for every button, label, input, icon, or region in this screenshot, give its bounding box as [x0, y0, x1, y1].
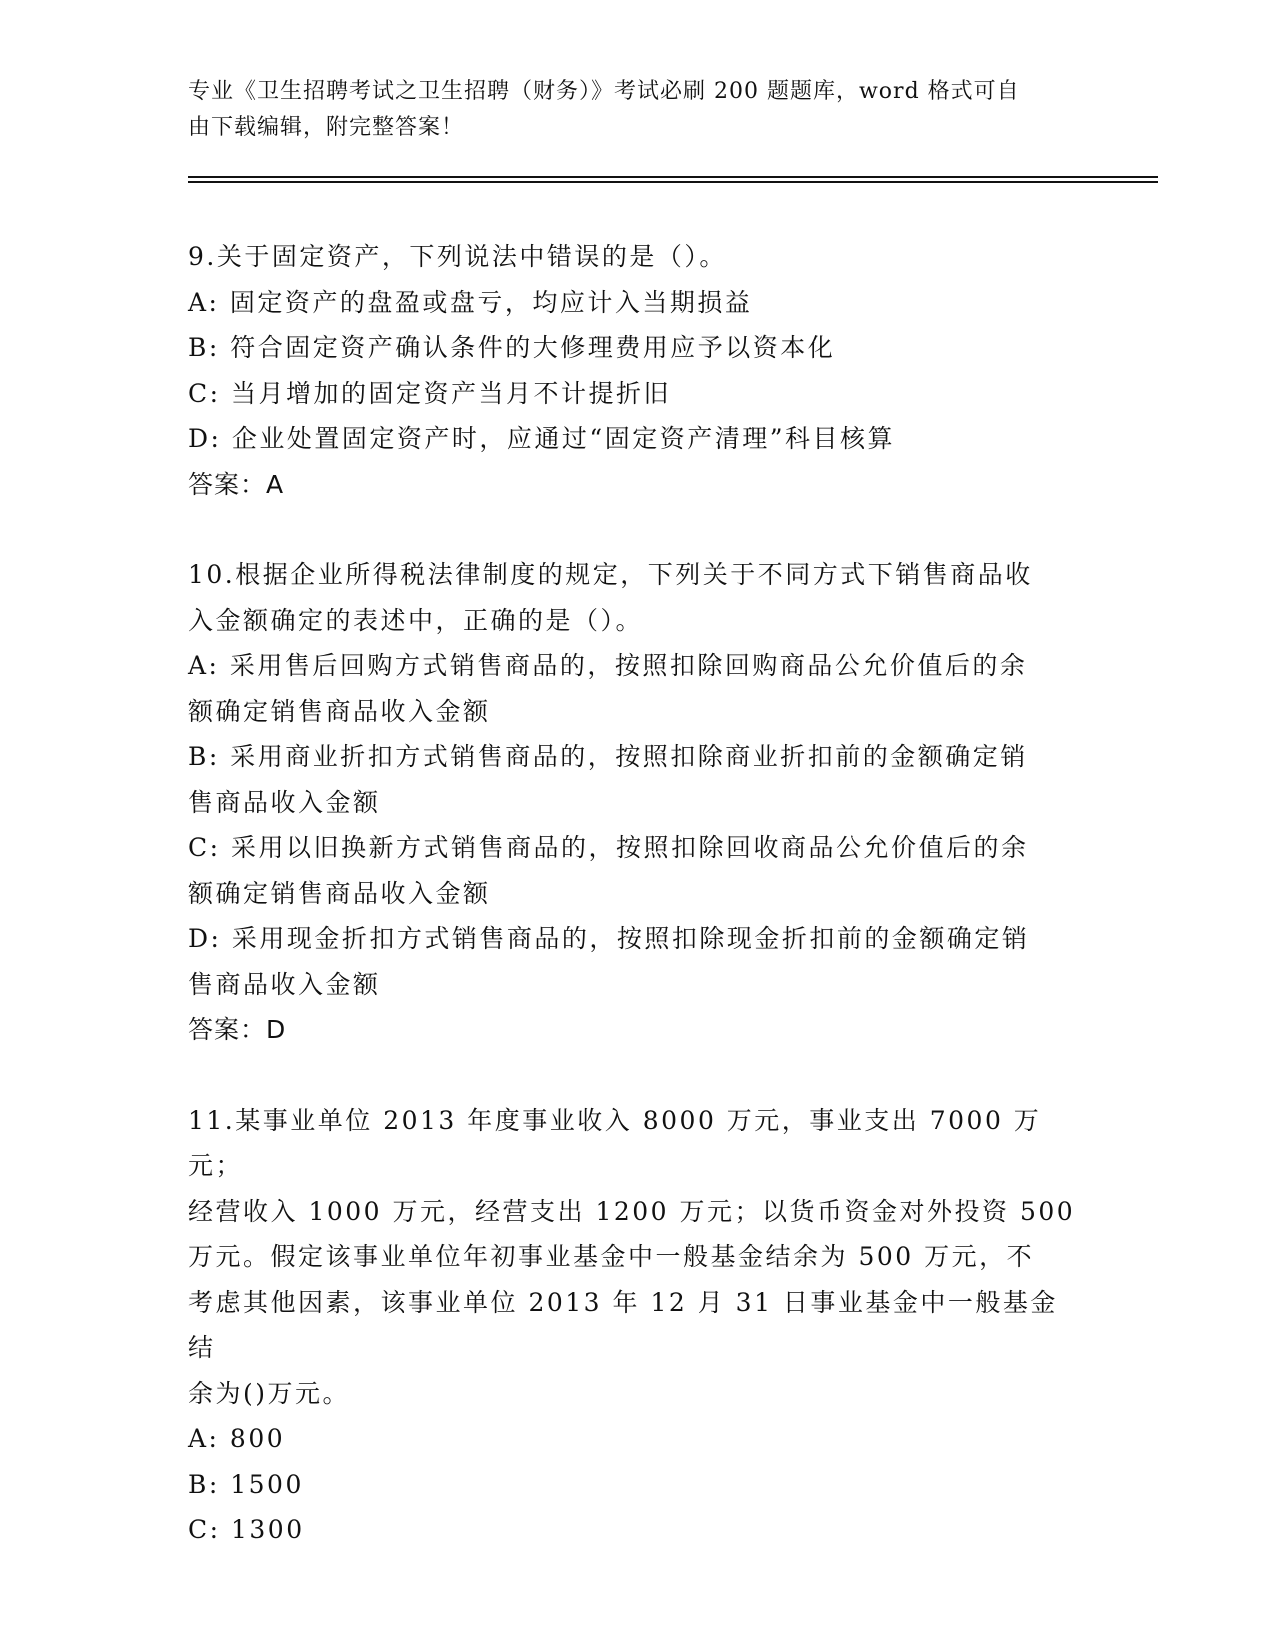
option-a: A: 采用售后回购方式销售商品的，按照扣除回购商品公允价值后的余 [188, 651, 1028, 680]
question-list [188, 234, 1078, 1553]
option-b: B: 符合固定资产确认条件的大修理费用应予以资本化 [188, 333, 836, 362]
question-text: 余为()万元。 [188, 1378, 351, 1408]
option-d: 售商品收入金额 [188, 969, 381, 999]
question-spacer [188, 507, 1078, 552]
header-divider-bottom [188, 181, 1158, 183]
option-c: C: 当月增加的固定资产当月不计提折旧 [188, 378, 671, 408]
option-a: 额确定销售商品收入金额 [188, 696, 491, 726]
question-spacer [188, 1053, 1078, 1098]
header-divider-top [188, 176, 1158, 178]
answer-text: 答案：A [188, 469, 285, 499]
question-block [188, 552, 1078, 1053]
question-text: 入金额确定的表述中，正确的是（）。 [188, 605, 644, 635]
header-line-1: 专业《卫生招聘考试之卫生招聘（财务）》考试必刷 200 题题库，word 格式可自 [188, 79, 1020, 104]
question-text: 9.关于固定资产，下列说法中错误的是（）。 [188, 242, 727, 271]
answer-text: 答案：D [188, 1015, 287, 1044]
option-b: 售商品收入金额 [188, 787, 381, 817]
question-block [188, 234, 1078, 507]
option-c: C: 采用以旧换新方式销售商品的，按照扣除回收商品公允价值后的余 [188, 833, 1029, 862]
option-c: C: 1300 [188, 1515, 305, 1544]
option-d: D: 企业处置固定资产时，应通过“固定资产清理”科目核算 [188, 424, 895, 453]
option-a: A: 固定资产的盘盈或盘亏，均应计入当期损益 [188, 287, 753, 317]
question-text: 考虑其他因素，该事业单位 2013 年 12 月 31 日事业基金中一般基金结 [188, 1287, 1058, 1362]
option-a: A: 800 [188, 1424, 286, 1453]
option-b: B: 1500 [188, 1469, 304, 1499]
question-text: 10.根据企业所得税法律制度的规定，下列关于不同方式下销售商品收 [188, 560, 1033, 589]
question-text: 11.某事业单位 2013 年度事业收入 8000 万元，事业支出 7000 万元； [188, 1105, 1042, 1180]
option-b: B: 采用商业折扣方式销售商品的，按照扣除商业折扣前的金额确定销 [188, 742, 1028, 771]
question-text: 万元。假定该事业单位年初事业基金中一般基金结余为 500 万元，不 [188, 1242, 1035, 1271]
option-c: 额确定销售商品收入金额 [188, 878, 491, 908]
question-text: 经营收入 1000 万元，经营支出 1200 万元；以货币资金对外投资 500 [188, 1196, 1076, 1226]
question-block [188, 1098, 1078, 1553]
document-header [188, 74, 1068, 146]
header-line-2: 由下载编辑，附完整答案！ [188, 115, 465, 140]
option-d: D: 采用现金折扣方式销售商品的，按照扣除现金折扣前的金额确定销 [188, 924, 1030, 953]
